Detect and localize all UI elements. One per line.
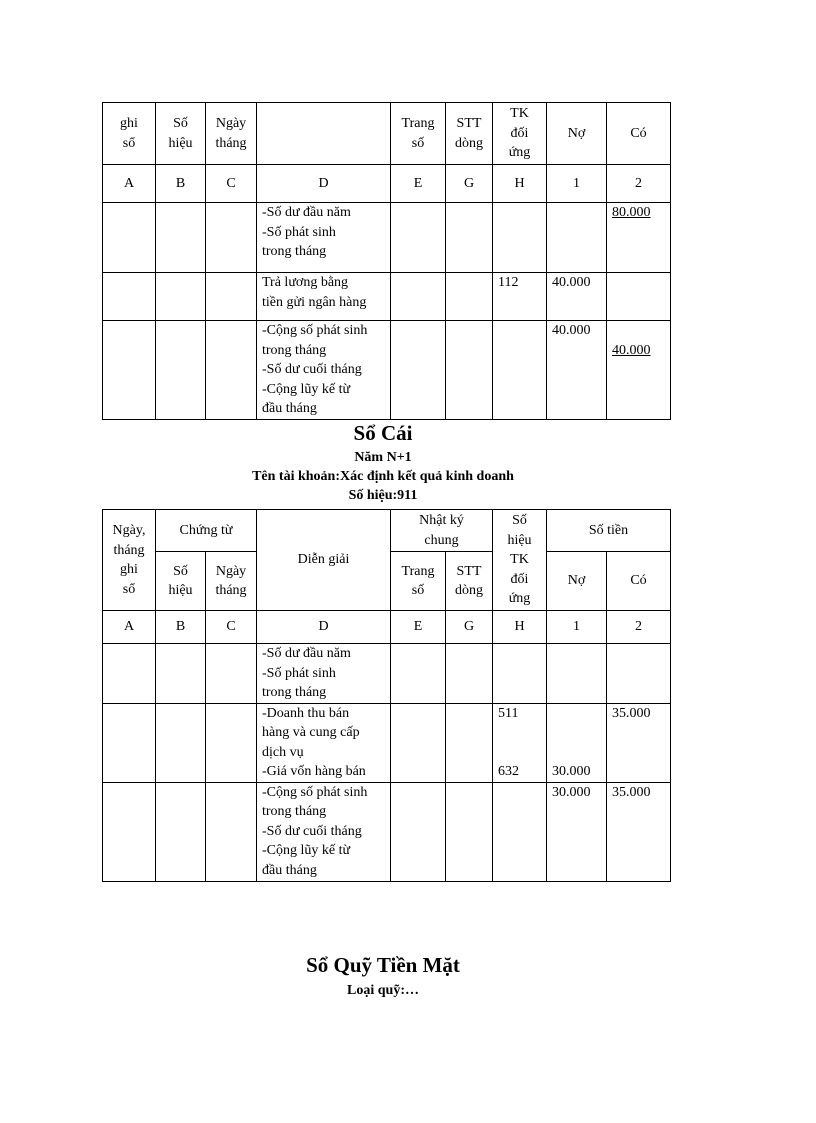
header-cell: Có	[607, 103, 671, 165]
header-voucher-date: Ngày tháng	[206, 552, 257, 611]
column-letter: 1	[547, 165, 607, 203]
column-letter: C	[206, 611, 257, 644]
header-cell: TK đối ứng	[493, 103, 547, 165]
description-cell: -Số dư đầu năm -Số phát sinh trong tháng	[257, 203, 391, 273]
column-letter: 2	[607, 611, 671, 644]
column-letter: D	[257, 611, 391, 644]
header-cell: STT dòng	[446, 103, 493, 165]
debit-cell	[547, 203, 607, 273]
column-letter-row	[103, 611, 671, 644]
so-cai-title: Sổ Cái	[353, 421, 413, 445]
header-credit: Có	[607, 552, 671, 611]
header-cell: Số hiệu	[156, 103, 206, 165]
description-cell: -Cộng số phát sinh trong tháng -Số dư cuối tháng -Cộng lũy kế từ đầu tháng	[257, 321, 391, 420]
column-letter: H	[493, 165, 547, 203]
account-cell: 112	[493, 273, 547, 321]
so-quy-title: Sổ Quỹ Tiền Mặt	[306, 953, 460, 977]
column-letter: E	[391, 611, 446, 644]
so-cai-account-name: Tên tài khoản:Xác định kết quả kinh doanh	[252, 469, 514, 484]
debit-cell: 30.000	[547, 703, 607, 782]
column-letter: B	[156, 611, 206, 644]
column-letter: 2	[607, 165, 671, 203]
column-letter: C	[206, 165, 257, 203]
column-letter: G	[446, 165, 493, 203]
header-journal: Nhật ký chung	[391, 510, 493, 552]
header-voucher-number: Số hiệu	[156, 552, 206, 611]
header-cell: ghi sổ	[103, 103, 156, 165]
header-cell: Nợ	[547, 103, 607, 165]
table-row	[103, 782, 671, 881]
debit-cell: 30.000	[547, 782, 607, 881]
column-letter: 1	[547, 611, 607, 644]
table-row	[103, 203, 671, 273]
header-line: STT dòng	[446, 552, 493, 611]
table-row	[103, 703, 671, 782]
header-voucher: Chứng từ	[156, 510, 257, 552]
table-row	[103, 273, 671, 321]
credit-cell: 80.000	[607, 203, 671, 273]
header-description: Diễn giải	[257, 510, 391, 611]
so-quy-fund-type: Loại quỹ:…	[347, 983, 419, 998]
column-letter: B	[156, 165, 206, 203]
header-amount: Số tiền	[547, 510, 671, 552]
header-cell: Trang số	[391, 103, 446, 165]
column-letter: D	[257, 165, 391, 203]
column-letter: E	[391, 165, 446, 203]
so-cai-year: Năm N+1	[354, 450, 412, 465]
description-cell: Trả lương bằng tiền gửi ngân hàng	[257, 273, 391, 321]
table-row	[103, 321, 671, 420]
description-cell: -Doanh thu bán hàng và cung cấp dịch vụ -Giá vốn hàng bán	[257, 703, 391, 782]
credit-cell: 35.000	[607, 703, 671, 782]
so-cai-account-number: Số hiệu:911	[348, 488, 418, 503]
debit-cell: 40.000	[547, 321, 607, 420]
header-account: Số hiệu TK đối ứng	[493, 510, 547, 611]
description-cell: -Số dư đầu năm -Số phát sinh trong tháng	[257, 644, 391, 704]
credit-cell: 35.000	[607, 782, 671, 881]
account-cell	[493, 203, 547, 273]
credit-cell: 40.000	[607, 321, 671, 420]
header-cell	[257, 103, 391, 165]
column-letter: H	[493, 611, 547, 644]
column-letter: G	[446, 611, 493, 644]
header-cell: Ngày tháng	[206, 103, 257, 165]
header-page: Trang số	[391, 552, 446, 611]
header-debit: Nợ	[547, 552, 607, 611]
column-letter: A	[103, 165, 156, 203]
debit-cell: 40.000	[547, 273, 607, 321]
credit-cell	[607, 273, 671, 321]
ledger-table-1	[102, 102, 671, 420]
column-letter: A	[103, 611, 156, 644]
column-letter-row	[103, 165, 671, 203]
ledger-table-2	[102, 509, 671, 882]
header-row	[103, 103, 671, 165]
header-row	[103, 510, 671, 552]
account-cell: 511 632	[493, 703, 547, 782]
description-cell: -Cộng số phát sinh trong tháng -Số dư cuối tháng -Cộng lũy kế từ đầu tháng	[257, 782, 391, 881]
table-row	[103, 644, 671, 704]
header-date: Ngày, tháng ghi sổ	[103, 510, 156, 611]
